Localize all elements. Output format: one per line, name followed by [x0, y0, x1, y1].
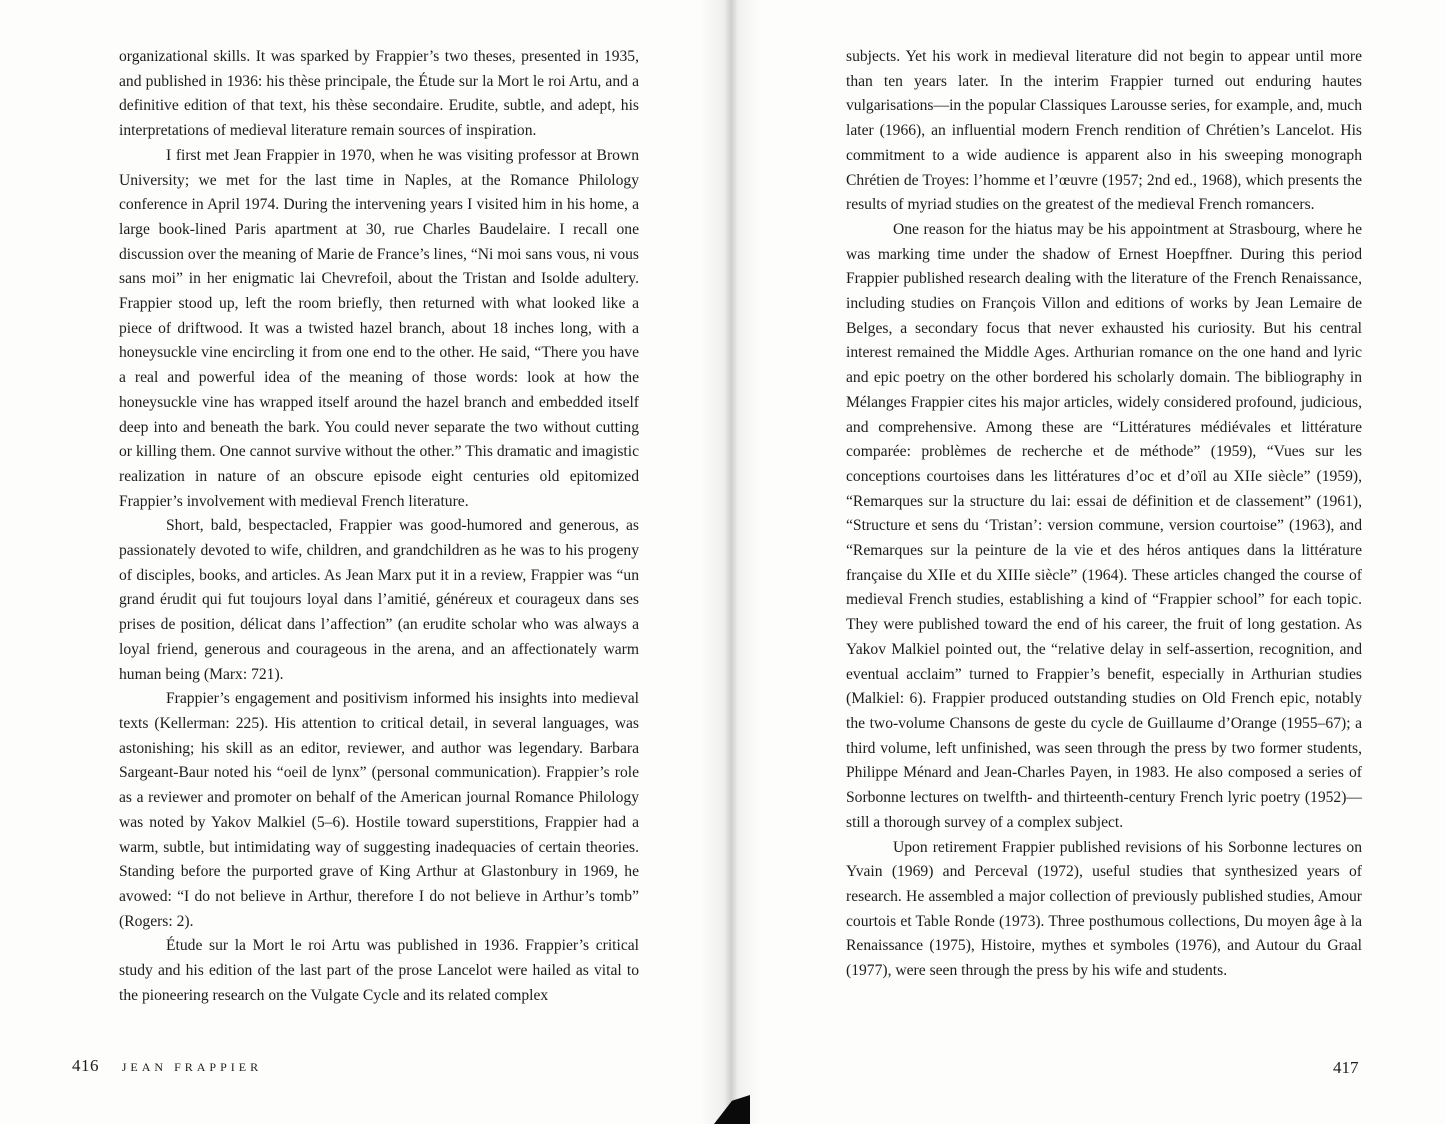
paragraph: One reason for the hiatus may be his appointment at Strasbourg, where he was marking time under the shadow of Ernest Hoepffner. During this period Frappier published research dealing with the literature of the French Renaissance, including studies on François Villon and editions of works by Jean Lemaire de Belges, a secondary focus that never exhausted his curiosity. But his central interest remained the Middle Ages. Arthurian romance on the one hand and lyric and epic poetry on the other bordered his scholarly domain. The bibliography in Mélanges Frappier cites his major articles, widely considered profound, judicious, and comprehensive. Among these are “Littératures médiévales et littérature comparée: problèmes de recherche et de méthode” (1959), “Vues sur les conceptions courtoises dans les littératures d’oc et d’oïl au XIIe siècle” (1959), “Remarques sur la structure du lai: essai de définition et de classement” (1961), “Structure et sens du ‘Tristan’: version commune, version courtoise” (1963), and “Remarques sur la peinture de la vie et des héros antiques dans la littérature française du XIIe et du XIIIe siècle” (1964). These articles changed the course of medieval French studies, establishing a kind of “Frappier school” for each topic. They were published toward the end of his career, the fruit of long gestation. As Yakov Malkiel pointed out, the “relative delay in self-assertion, recognition, and eventual acclaim” turned to Frappier’s benefit, especially in Arthurian studies (Malkiel: 6). Frappier produced outstanding studies on Old French epic, notably the two-volume Chansons de geste du cycle de Guillaume d’Orange (1955–67); a third volume, left unfinished, was seen through the press by two former students, Philippe Ménard and Jean-Charles Payen, in 1983. He also composed a series of Sorbonne lectures on twelfth- and thirteenth-century French lyric poetry (1952)—still a thorough survey of a complex subject. [846, 220, 1362, 831]
paragraph: Short, bald, bespectacled, Frappier was good-humored and generous, as passionately devoted to wife, children, and grandchildren as he was to his progeny of disciples, books, and articles. As Jean Marx put it in a review, Frappier was “un grand érudit qui fut toujours loyal dans l’amitié, généreux et courageux dans ses prises de position, délicat dans l’affection” (an erudite scholar who was always a loyal friend, generous and courageous in the arena, and an affectionately warm human being (Marx: 721). [119, 517, 639, 683]
paragraph: Upon retirement Frappier published revisions of his Sorbonne lectures on Yvain (1969) and Perceval (1972), useful studies that synthesized years of research. He assembled a major collection of previously published studies, Amour courtois et Table Ronde (1973). Three posthumous collections, Du moyen âge à la Renaissance (1975), Histoire, mythes et symboles (1976), and Autour du Graal (1977), were seen through the press by his wife and students. [846, 838, 1362, 980]
paragraph: organizational skills. It was sparked by Frappier’s two theses, presented in 1935, and published in 1936: his thèse principale, the Étude sur la Mort le roi Artu, and a definitive edition of that text, his thèse secondaire. Erudite, subtle, and adept, his interpretations of medieval literature remain sources of inspiration. [119, 48, 639, 140]
left-page-footer [72, 1056, 262, 1076]
right-page-text [846, 45, 1362, 984]
paragraph: I first met Jean Frappier in 1970, when he was visiting professor at Brown University; we met for the last time in Naples, at the Romance Philology conference in April 1974. During the intervening years I visited him in his home, a large book-lined Paris apartment at 30, rue Charles Baudelaire. I recall one discussion over the meaning of Marie de France’s lines, “Ni moi sans vous, ni vous sans moi” in her enigmatic lai Chevrefoil, about the Tristan and Isolde adultery. Frappier stood up, left the room briefly, then returned with what looked like a piece of driftwood. It was a twisted hazel branch, about 18 inches long, with a honeysuckle vine encircling it from one end to the other. He said, “There you have a real and powerful idea of the meaning of those words: look at how the honeysuckle vine has wrapped itself around the hazel branch and embedded itself deep into and beneath the bark. You could never separate the two without cutting or killing them. One cannot survive without the other.” This dramatic and imagistic realization in nature of an obscure episode eight centuries old epitomized Frappier’s involvement with medieval French literature. [119, 146, 639, 510]
paragraph: Frappier’s engagement and positivism informed his insights into medieval texts (Kellerman: 225). His attention to critical detail, in several languages, was astonishing; his skill as an editor, reviewer, and author was legendary. Barbara Sargeant-Baur noted his “oeil de lynx” (personal communication). Frappier’s role as a reviewer and promoter on behalf of the American journal Romance Philology was noted by Yakov Malkiel (5–6). Hostile toward superstitions, Frappier had a warm, subtle, but intimidating way of suggesting inadequacies of certain theories. Standing before the purported grave of King Arthur at Glastonbury in 1969, he avowed: “I do not believe in Arthur, therefore I do not believe in Arthur’s tomb” (Rogers: 2). [119, 690, 639, 930]
page-number: 416 [72, 1056, 99, 1075]
page-number: 417 [1333, 1058, 1359, 1077]
paragraph: subjects. Yet his work in medieval literature did not begin to appear until more than ten years later. In the interim Frappier turned out enduring hautes vulgarisations—in the popular Classiques Larousse series, for example, and, much later (1966), an influential modern French rendition of Chrétien’s Lancelot. His commitment to a wide audience is apparent also in his sweeping monograph Chrétien de Troyes: l’homme et l’œuvre (1957; 2nd ed., 1968), which presents the results of myriad studies on the greatest of the medieval French romancers. [846, 48, 1362, 214]
left-page-text [119, 45, 639, 1008]
running-head: JEAN FRAPPIER [121, 1060, 263, 1074]
paragraph: Étude sur la Mort le roi Artu was published in 1936. Frappier’s critical study and his edition of the last part of the prose Lancelot were hailed as vital to the pioneering research on the Vulgate Cycle and its related complex [119, 937, 639, 1004]
